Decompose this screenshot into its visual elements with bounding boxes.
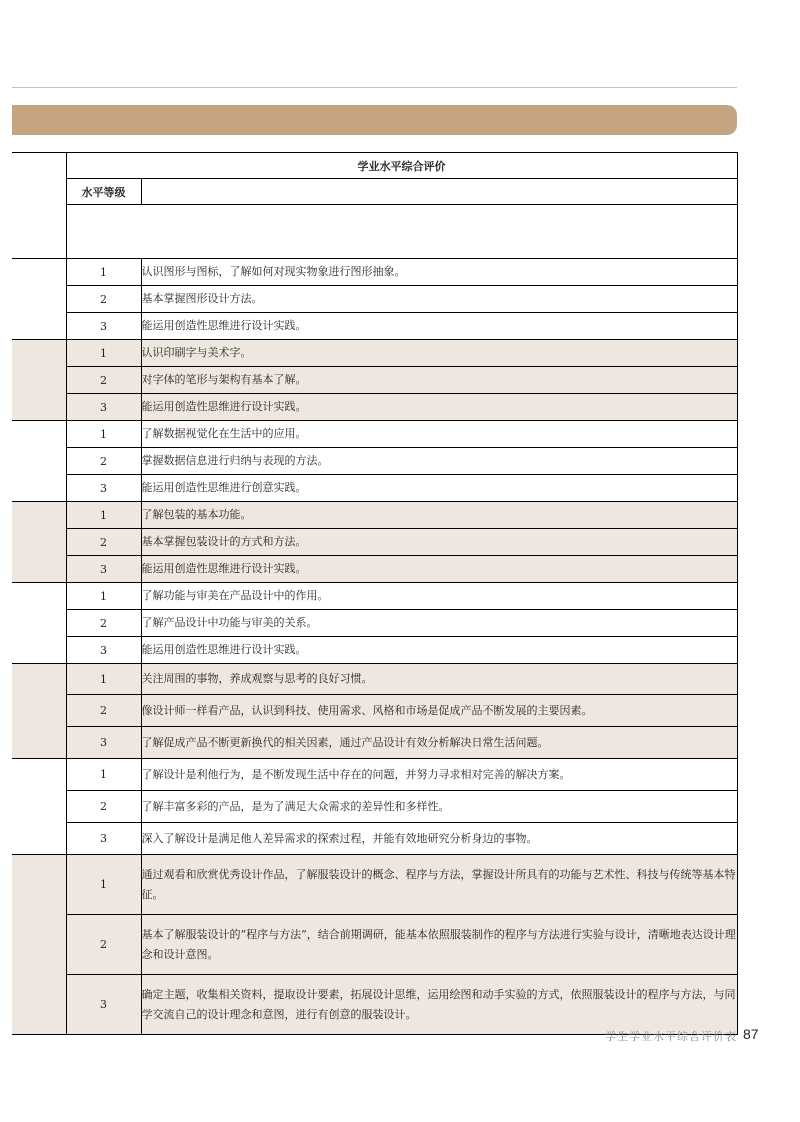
level-cell: 1	[66, 583, 141, 610]
level-cell: 2	[66, 286, 141, 313]
description-cell: 能运用创造性思维进行设计实践。	[141, 637, 737, 664]
level-cell: 3	[66, 727, 141, 759]
table-subheader-row	[12, 179, 737, 205]
table-row	[12, 286, 737, 313]
level-cell: 1	[66, 759, 141, 791]
level-cell: 1	[66, 664, 141, 695]
level-cell: 1	[66, 259, 141, 286]
description-cell: 能运用创造性思维进行设计实践。	[141, 313, 737, 340]
description-cell: 通过观看和欣赏优秀设计作品，了解服装设计的概念、程序与方法，掌握设计所具有的功能与艺术性、科技与传统等基本特征。	[141, 855, 737, 915]
table-row	[12, 529, 737, 556]
evaluation-table-body	[12, 153, 737, 1035]
category-cell	[12, 421, 66, 502]
table-row	[12, 448, 737, 475]
category-cell	[12, 855, 66, 1035]
description-cell: 了解数据视觉化在生活中的应用。	[141, 421, 737, 448]
table-row	[12, 583, 737, 610]
level-cell: 3	[66, 313, 141, 340]
description-cell: 了解产品设计中功能与审美的关系。	[141, 610, 737, 637]
description-cell: 基本了解服装设计的“程序与方法”，结合前期调研，能基本依照服装制作的程序与方法进行实验与设计，清晰地表达设计理念和设计意图。	[141, 915, 737, 975]
description-cell: 基本掌握包装设计的方式和方法。	[141, 529, 737, 556]
category-cell	[12, 583, 66, 664]
category-cell	[12, 759, 66, 855]
table-row	[12, 340, 737, 367]
category-cell	[12, 664, 66, 759]
subheader-empty-cell	[141, 179, 737, 205]
table-row	[12, 313, 737, 340]
table-row	[12, 759, 737, 791]
description-cell: 基本掌握图形设计方法。	[141, 286, 737, 313]
footer-caption: 学生学业水平综合评价表	[605, 1030, 737, 1043]
description-cell: 深入了解设计是满足他人差异需求的探索过程，并能有效地研究分析身边的事物。	[141, 823, 737, 855]
table-row	[12, 823, 737, 855]
level-cell: 2	[66, 791, 141, 823]
category-cell	[12, 502, 66, 583]
level-cell: 1	[66, 421, 141, 448]
level-cell: 2	[66, 529, 141, 556]
description-cell: 对字体的笔形与架构有基本了解。	[141, 367, 737, 394]
level-cell: 3	[66, 823, 141, 855]
table-row	[12, 502, 737, 529]
level-cell: 2	[66, 448, 141, 475]
description-cell: 了解包装的基本功能。	[141, 502, 737, 529]
description-cell: 了解功能与审美在产品设计中的作用。	[141, 583, 737, 610]
level-cell: 1	[66, 340, 141, 367]
table-title: 学业水平综合评价	[66, 153, 737, 179]
description-cell: 了解促成产品不断更新换代的相关因素，通过产品设计有效分析解决日常生活问题。	[141, 727, 737, 759]
level-header: 水平等级	[66, 179, 141, 205]
description-cell: 能运用创造性思维进行设计实践。	[141, 394, 737, 421]
level-cell: 2	[66, 915, 141, 975]
table-row	[12, 727, 737, 759]
description-cell: 认识图形与图标，了解如何对现实物象进行图形抽象。	[141, 259, 737, 286]
page-number: 87	[743, 1026, 759, 1042]
level-cell: 3	[66, 556, 141, 583]
description-cell: 了解设计是利他行为，是不断发现生活中存在的问题，并努力寻求相对完善的解决方案。	[141, 759, 737, 791]
table-row	[12, 421, 737, 448]
table-row	[12, 855, 737, 915]
level-cell: 3	[66, 975, 141, 1035]
table-row	[12, 695, 737, 727]
description-cell: 关注周围的事物，养成观察与思考的良好习惯。	[141, 664, 737, 695]
category-cell	[12, 340, 66, 421]
table-row	[12, 915, 737, 975]
table-row	[12, 394, 737, 421]
table-row	[12, 367, 737, 394]
table-row	[12, 975, 737, 1035]
level-cell: 2	[66, 610, 141, 637]
table-row	[12, 664, 737, 695]
table-row	[12, 475, 737, 502]
level-cell: 2	[66, 695, 141, 727]
table-row	[12, 259, 737, 286]
top-divider	[12, 87, 737, 88]
level-cell: 2	[66, 367, 141, 394]
table-row	[12, 610, 737, 637]
category-header-cell	[12, 153, 66, 259]
level-cell: 1	[66, 855, 141, 915]
table-header-row	[12, 153, 737, 179]
description-cell: 能运用创造性思维进行设计实践。	[141, 556, 737, 583]
blank-cell	[66, 205, 737, 259]
description-cell: 掌握数据信息进行归纳与表现的方法。	[141, 448, 737, 475]
description-cell: 认识印刷字与美术字。	[141, 340, 737, 367]
level-cell: 1	[66, 502, 141, 529]
level-cell: 3	[66, 394, 141, 421]
table-blank-row	[12, 205, 737, 259]
table-row	[12, 637, 737, 664]
description-cell: 像设计师一样看产品，认识到科技、使用需求、风格和市场是促成产品不断发展的主要因素。	[141, 695, 737, 727]
description-cell: 确定主题，收集相关资料，提取设计要素，拓展设计思维，运用绘图和动手实验的方式，依照服装设计的程序与方法，与同学交流自己的设计理念和意图，进行有创意的服装设计。	[141, 975, 737, 1035]
description-cell: 了解丰富多彩的产品，是为了满足大众需求的差异性和多样性。	[141, 791, 737, 823]
table-row	[12, 791, 737, 823]
table-row	[12, 556, 737, 583]
evaluation-table	[12, 152, 738, 1035]
category-cell	[12, 259, 66, 340]
level-cell: 3	[66, 637, 141, 664]
description-cell: 能运用创造性思维进行创意实践。	[141, 475, 737, 502]
level-cell: 3	[66, 475, 141, 502]
section-banner	[12, 105, 737, 135]
